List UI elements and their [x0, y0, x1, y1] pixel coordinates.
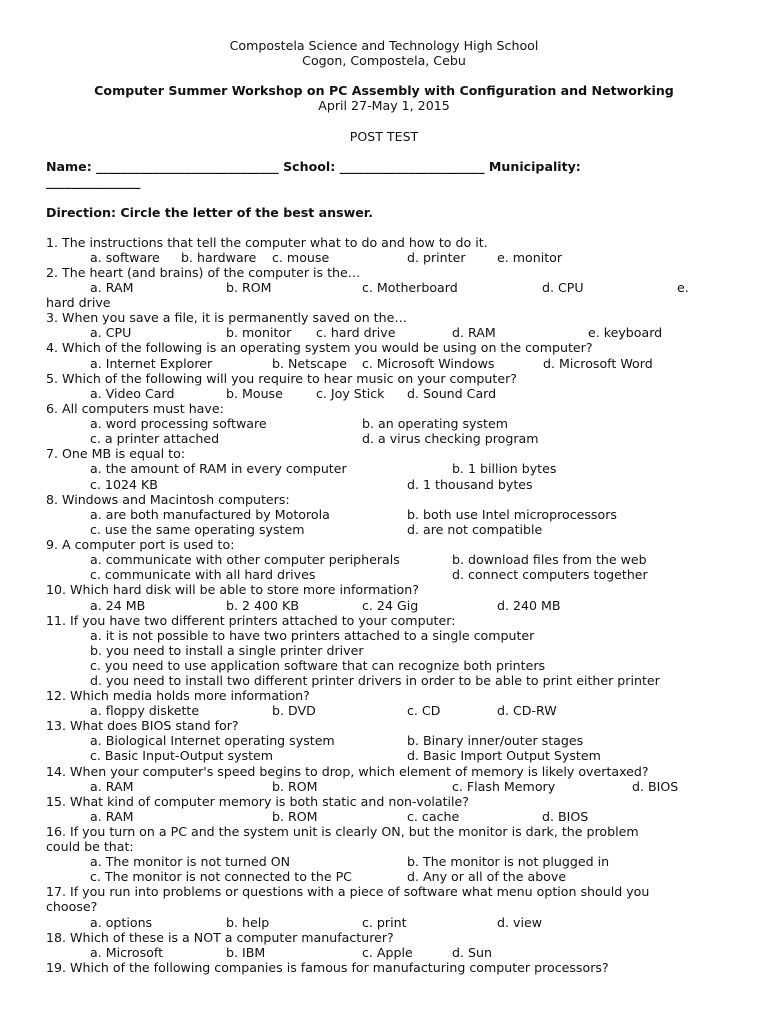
answer-option[interactable]: a. CPU: [90, 325, 132, 340]
answer-option[interactable]: b. hardware: [181, 250, 257, 265]
answer-option[interactable]: c. Joy Stick: [316, 386, 385, 401]
answer-option[interactable]: d. Sun: [452, 945, 492, 960]
answer-option[interactable]: d. BIOS: [542, 809, 589, 824]
question-text: 3. When you save a file, it is permanently saved on the…: [46, 310, 407, 325]
question-text: 4. Which of the following is an operating system you would be using on the computer?: [46, 340, 593, 355]
answer-option[interactable]: c. Flash Memory: [452, 779, 556, 794]
answer-option[interactable]: d. connect computers together: [452, 567, 648, 582]
answer-option[interactable]: d. are not compatible: [407, 522, 543, 537]
answer-option[interactable]: c. communicate with all hard drives: [90, 567, 316, 582]
question-text: 8. Windows and Macintosh computers:: [46, 492, 290, 507]
question-text: 14. When your computer's speed begins to drop, which element of memory is likely overtaxed?: [46, 764, 649, 779]
answer-option[interactable]: b. monitor: [226, 325, 292, 340]
question-text: 12. Which media holds more information?: [46, 688, 310, 703]
test-title: POST TEST: [349, 129, 419, 144]
question-text: 7. One MB is equal to:: [46, 446, 186, 461]
workshop-dates: April 27-May 1, 2015: [318, 98, 450, 113]
answer-option[interactable]: b. 1 billion bytes: [452, 461, 557, 476]
answer-option[interactable]: c. a printer attached: [90, 431, 220, 446]
workshop-title: Computer Summer Workshop on PC Assembly with Configuration and Networking: [94, 83, 674, 98]
answer-option[interactable]: c. Basic Input-Output system: [90, 748, 274, 763]
answer-option[interactable]: b. you need to install a single printer driver: [90, 643, 364, 658]
answer-option[interactable]: e.: [677, 280, 689, 295]
answer-option[interactable]: a. Internet Explorer: [90, 356, 213, 371]
answer-option[interactable]: a. it is not possible to have two printers attached to a single computer: [90, 628, 535, 643]
answer-option[interactable]: d. you need to install two different printer drivers in order to be able to print either printer: [90, 673, 660, 688]
answer-option[interactable]: c. cache: [407, 809, 460, 824]
answer-option[interactable]: d. BIOS: [632, 779, 679, 794]
answer-option[interactable]: d. CPU: [542, 280, 584, 295]
answer-option[interactable]: a. 24 MB: [90, 598, 146, 613]
answer-option[interactable]: d. CD-RW: [497, 703, 557, 718]
question-text: 17. If you run into problems or questions with a piece of software what menu option should you: [46, 884, 650, 899]
answer-option[interactable]: a. Microsoft: [90, 945, 164, 960]
answer-option[interactable]: e. monitor: [497, 250, 563, 265]
answer-option[interactable]: a. RAM: [90, 280, 134, 295]
answer-option[interactable]: a. options: [90, 915, 153, 930]
answer-option[interactable]: b. DVD: [272, 703, 316, 718]
answer-option[interactable]: b. Binary inner/outer stages: [407, 733, 584, 748]
answer-option[interactable]: c. hard drive: [316, 325, 396, 340]
answer-option[interactable]: c. The monitor is not connected to the PC: [90, 869, 352, 884]
answer-option[interactable]: d. Any or all of the above: [407, 869, 567, 884]
school-name: Compostela Science and Technology High School: [229, 38, 539, 53]
answer-option[interactable]: c. CD: [407, 703, 441, 718]
answer-option[interactable]: a. are both manufactured by Motorola: [90, 507, 330, 522]
answer-option[interactable]: c. Motherboard: [362, 280, 458, 295]
answer-option[interactable]: a. floppy diskette: [90, 703, 200, 718]
answer-option[interactable]: c. use the same operating system: [90, 522, 305, 537]
question-text-continued: choose?: [46, 899, 98, 914]
question-text: 5. Which of the following will you require to hear music on your computer?: [46, 371, 517, 386]
question-text-continued: could be that:: [46, 839, 134, 854]
question-text: 2. The heart (and brains) of the computer is the…: [46, 265, 361, 280]
answer-option[interactable]: b. 2 400 KB: [226, 598, 299, 613]
answer-option[interactable]: b. both use Intel microprocessors: [407, 507, 617, 522]
question-text: 13. What does BIOS stand for?: [46, 718, 239, 733]
answer-option[interactable]: a. RAM: [90, 779, 134, 794]
question-text: 18. Which of these is a NOT a computer manufacturer?: [46, 930, 394, 945]
answer-option[interactable]: a. the amount of RAM in every computer: [90, 461, 347, 476]
question-text: 9. A computer port is used to:: [46, 537, 235, 552]
answer-option[interactable]: b. help: [226, 915, 270, 930]
answer-option[interactable]: c. print: [362, 915, 407, 930]
answer-option[interactable]: b. an operating system: [362, 416, 508, 431]
answer-option[interactable]: c. 1024 KB: [90, 477, 158, 492]
answer-option[interactable]: c. Microsoft Windows: [362, 356, 495, 371]
question-text: 11. If you have two different printers attached to your computer:: [46, 613, 456, 628]
answer-option[interactable]: c. you need to use application software that can recognize both printers: [90, 658, 546, 673]
answer-option[interactable]: a. RAM: [90, 809, 134, 824]
answer-option[interactable]: d. a virus checking program: [362, 431, 539, 446]
answer-option[interactable]: d. printer: [407, 250, 466, 265]
form-fields-line-continued: _______________: [46, 174, 141, 189]
answer-option[interactable]: d. 240 MB: [497, 598, 561, 613]
form-fields-line: Name: _____________________________ School: _______________________ Municipality:: [46, 159, 581, 174]
answer-option[interactable]: b. IBM: [226, 945, 266, 960]
question-text: 19. Which of the following companies is famous for manufacturing computer processors?: [46, 960, 609, 975]
question-text: 16. If you turn on a PC and the system unit is clearly ON, but the monitor is dark, the problem: [46, 824, 639, 839]
answer-option[interactable]: b. ROM: [272, 779, 318, 794]
answer-option[interactable]: b. ROM: [272, 809, 318, 824]
answer-option[interactable]: a. communicate with other computer peripherals: [90, 552, 400, 567]
answer-option[interactable]: b. The monitor is not plugged in: [407, 854, 610, 869]
answer-option[interactable]: b. Mouse: [226, 386, 283, 401]
answer-option[interactable]: c. 24 Gig: [362, 598, 419, 613]
answer-option[interactable]: b. download files from the web: [452, 552, 647, 567]
answer-option[interactable]: c. mouse: [272, 250, 330, 265]
answer-option-continued: hard drive: [46, 295, 111, 310]
answer-option[interactable]: a. Video Card: [90, 386, 175, 401]
answer-option[interactable]: b. Netscape: [272, 356, 348, 371]
answer-option[interactable]: a. software: [90, 250, 160, 265]
answer-option[interactable]: d. Basic Import Output System: [407, 748, 601, 763]
question-text: 10. Which hard disk will be able to store more information?: [46, 582, 419, 597]
question-text: 1. The instructions that tell the computer what to do and how to do it.: [46, 235, 488, 250]
answer-option[interactable]: d. 1 thousand bytes: [407, 477, 533, 492]
answer-option[interactable]: d. view: [497, 915, 543, 930]
answer-option[interactable]: d. Sound Card: [407, 386, 497, 401]
answer-option[interactable]: a. word processing software: [90, 416, 267, 431]
answer-option[interactable]: a. The monitor is not turned ON: [90, 854, 291, 869]
answer-option[interactable]: a. Biological Internet operating system: [90, 733, 335, 748]
question-text: 6. All computers must have:: [46, 401, 224, 416]
answer-option[interactable]: d. RAM: [452, 325, 496, 340]
school-address: Cogon, Compostela, Cebu: [302, 53, 466, 68]
answer-option[interactable]: e. keyboard: [588, 325, 663, 340]
question-text: 15. What kind of computer memory is both static and non-volatile?: [46, 794, 469, 809]
direction: Direction: Circle the letter of the best answer.: [46, 205, 374, 220]
answer-option[interactable]: d. Microsoft Word: [543, 356, 653, 371]
answer-option[interactable]: b. ROM: [226, 280, 272, 295]
answer-option[interactable]: c. Apple: [362, 945, 413, 960]
